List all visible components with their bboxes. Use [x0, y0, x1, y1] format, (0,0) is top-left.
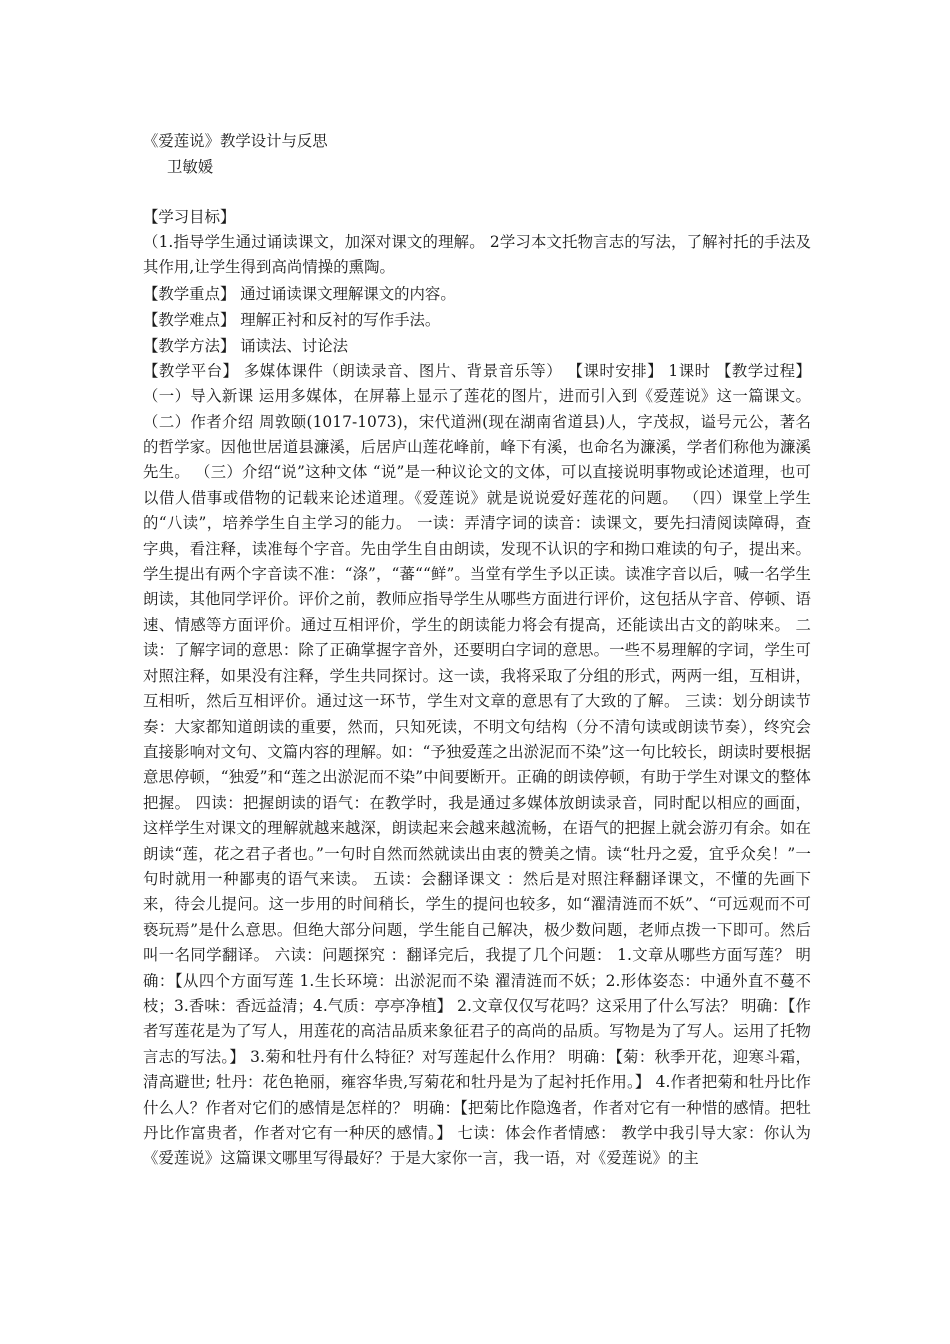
document-author: 卫敏媛 — [167, 158, 214, 176]
teaching-method: 【教学方法】 诵读法、讨论法 — [143, 336, 348, 355]
blank-line — [143, 180, 811, 204]
document-content — [143, 128, 811, 1172]
key-point: 【教学重点】 通过诵读课文理解课文的内容。 — [143, 284, 456, 303]
objectives-text: （1.指导学生通过诵读课文，加深对课文的理解。 2学习本文托物言志的写法，了解衬托的手法及其作用,让学生得到高尚情操的熏陶。 — [143, 233, 811, 277]
difficulty: 【教学难点】 理解正衬和反衬的写作手法。 — [143, 310, 441, 329]
document-title: 《爱莲说》教学设计与反思 — [143, 132, 328, 150]
objectives-heading: 【学习目标】 — [143, 208, 236, 226]
main-body-paragraph: 【教学平台】 多媒体课件（朗读录音、图片、背景音乐等） 【课时安排】 1课时 【教学过程】 （一）导入新课 运用多媒体，在屏幕上显示了莲花的图片，进而引入到《爱莲说》这一篇课文。 （二）作者介绍 周敦颐(1017-1073)，宋代道洲(现在湖南省道县)人，字茂叔，谥号元公，著名的哲学家。因他世居道县濂溪，后居庐山莲花峰前，峰下有溪，也命名为濂溪，学者们称他为濂溪先生。 （三）介绍“说”这种文体 “说”是一种议论文的文体，可以直接说明事物或论述道理，也可以借人借事或借物的记载来论述道理。《爱莲说》就是说说爱好莲花的问题。 （四）课堂上学生的“八读”，培养学生自主学习的能力。 一读：弄清字词的读音：读课文，要先扫清阅读障碍，查字典，看注释，读准每个字音。先由学生自由朗读，发现不认识的字和拗口难读的句子，提出来。学生提出有两个字音读不准：“涤”，“蕃““鲜”。当堂有学生予以正读。读准字音以后，喊一名学生朗读，其他同学评价。评价之前，教师应指导学生从哪些方面进行评价，这包括从字音、停顿、语速、情感等方面评价。通过互相评价，学生的朗读能力将会有提高，还能读出古文的韵味来。 二读：了解字词的意思：除了正确掌握字音外，还要明白字词的意思。一些不易理解的字词，学生可对照注释，如果没有注释，学生共同探讨。这一读，我将采取了分组的形式，两两一组，互相讲，互相听，然后互相评价。通过这一环节，学生对文章的意思有了大致的了解。 三读：划分朗读节奏：大家都知道朗读的重要，然而，只知死读，不明文句结构（分不清句读或朗读节奏），终究会直接影响对文句、文篇内容的理解。如：“予独爱莲之出淤泥而不染”这一句比较长，朗读时要根据意思停顿，“独爱”和“莲之出淤泥而不染”中间要断开。正确的朗读停顿，有助于学生对课文的整体把握。 四读：把握朗读的语气：在教学时，我是通过多媒体放朗读录音，同时配以相应的画面，这样学生对课文的理解就越来越深，朗读起来会越来越流畅，在语气的把握上就会游刃有余。如在朗读“莲，花之君子者也。”一句时自然而然就读出由衷的赞美之情。读“牡丹之爱，宜乎众矣！”一句时就用一种鄙夷的语气来读。 五读：会翻译课文 ：然后是对照注释翻译课文，不懂的先画下来，待会儿提问。这一步用的时间稍长，学生的提问也较多，如“濯清涟而不妖”、“可远观而不可亵玩焉”是什么意思。但绝大部分问题，学生能自己解决，极少数问题，老师点拨一下即可。然后叫一名同学翻译。 六读：问题探究 ：翻译完后，我提了几个问题： 1.文章从哪些方面写莲？ 明确：【从四个方面写莲 1.生长环境：出淤泥而不染 濯清涟而不妖；2.形体姿态：中通外直不蔓不枝；3.香味：香远益清；4.气质：亭亭净植】 2.文章仅仅写花吗？这采用了什么写法？ 明确：【作者写莲花是为了写人，用莲花的高洁品质来象征君子的高尚的品质。写物是为了写人。运用了托物言志的写法。】 3.菊和牡丹有什么特征？对写莲起什么作用？ 明确：【菊：秋季开花，迎寒斗霜，清高避世; 牡丹：花色艳丽，雍容华贵,写菊花和牡丹是为了起衬托作用。】 4.作者把菊和牡丹比作什么人？作者对它们的感情是怎样的？ 明确：【把菊比作隐逸者，作者对它有一种惜的感情。把牡丹比作富贵者，作者对它有一种厌的感情。】 七读：体会作者情感： 教学中我引导大家：你认为《爱莲说》这篇课文哪里写得最好？于是大家你一言，我一语，对《爱莲说》的主 — [143, 361, 811, 1168]
